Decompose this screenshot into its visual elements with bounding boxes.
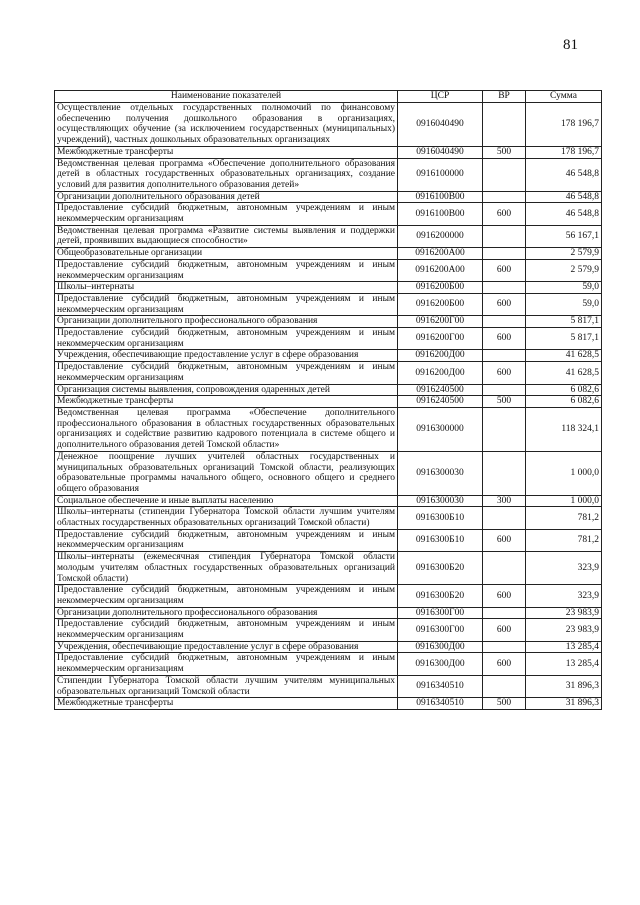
table-row: [55, 282, 602, 294]
cell-name: Предоставление субсидий бюджетным, автономным учреждениям и иным некоммерческим организациям: [55, 585, 398, 607]
cell-csr: 0916300Б20: [398, 585, 483, 607]
cell-csr: 0916100В00: [398, 203, 483, 225]
table-row: [55, 495, 602, 507]
cell-csr: 0916240500: [398, 396, 483, 408]
cell-name: Школы–интернаты: [55, 282, 398, 294]
cell-name: Общеобразовательные организации: [55, 248, 398, 260]
cell-csr: 0916200000: [398, 225, 483, 247]
cell-csr: 0916100В00: [398, 191, 483, 203]
cell-sum: 46 548,8: [526, 203, 602, 225]
cell-vr: 500: [483, 698, 526, 710]
cell-sum: 5 817,1: [526, 328, 602, 350]
header-csr: ЦСР: [398, 91, 483, 103]
cell-csr: 0916200Д00: [398, 350, 483, 362]
cell-name: Школы–интернаты (ежемесячная стипендия Губернатора Томской области молодым учителям областных государственных образовательных организаций Томской области): [55, 552, 398, 585]
cell-csr: 0916300Б10: [398, 507, 483, 529]
cell-name: Организации дополнительного образования детей: [55, 191, 398, 203]
cell-vr: [483, 641, 526, 653]
header-name: Наименование показателей: [55, 91, 398, 103]
cell-vr: 500: [483, 396, 526, 408]
cell-csr: 0916340510: [398, 675, 483, 697]
header-sum: Сумма: [526, 91, 602, 103]
cell-csr: 0916240500: [398, 384, 483, 396]
table-row: [55, 259, 602, 281]
table-row: [55, 248, 602, 260]
cell-sum: 23 983,9: [526, 619, 602, 641]
cell-csr: 0916200Д00: [398, 362, 483, 384]
cell-vr: [483, 675, 526, 697]
cell-name: Предоставление субсидий бюджетным, автономным учреждениям и иным некоммерческим организациям: [55, 203, 398, 225]
table-row: [55, 607, 602, 619]
cell-sum: 5 817,1: [526, 316, 602, 328]
cell-csr: 0916200Б00: [398, 282, 483, 294]
cell-sum: 41 628,5: [526, 350, 602, 362]
cell-name: Предоставление субсидий бюджетным, автономным учреждениям и иным некоммерческим организациям: [55, 259, 398, 281]
table-row: [55, 451, 602, 495]
cell-csr: 0916040490: [398, 103, 483, 147]
cell-sum: 781,2: [526, 507, 602, 529]
cell-name: Организации дополнительного профессионального образования: [55, 316, 398, 328]
cell-vr: 600: [483, 585, 526, 607]
cell-name: Межбюджетные трансферты: [55, 396, 398, 408]
cell-sum: 2 579,9: [526, 259, 602, 281]
table-row: [55, 552, 602, 585]
cell-name: Межбюджетные трансферты: [55, 146, 398, 158]
cell-csr: 0916100000: [398, 158, 483, 191]
cell-vr: [483, 282, 526, 294]
cell-sum: 31 896,3: [526, 675, 602, 697]
table-row: [55, 384, 602, 396]
table-row: [55, 328, 602, 350]
cell-csr: 0916300030: [398, 451, 483, 495]
cell-vr: 500: [483, 146, 526, 158]
cell-sum: 118 324,1: [526, 407, 602, 451]
cell-name: Организация системы выявления, сопровождения одаренных детей: [55, 384, 398, 396]
header-vr: ВР: [483, 91, 526, 103]
cell-name: Учреждения, обеспечивающие предоставление услуг в сфере образования: [55, 641, 398, 653]
cell-vr: [483, 158, 526, 191]
cell-sum: 323,9: [526, 552, 602, 585]
cell-vr: [483, 248, 526, 260]
cell-name: Денежное поощрение лучших учителей областных государственных и муниципальных образовательных организаций Томской области, реализующих образовательные программы начального общего, основного общего и среднего общего образования: [55, 451, 398, 495]
cell-name: Ведомственная целевая программа «Обеспечение дополнительного профессионального образования в областных государственных образовательных организациях и содействие развитию кадрового потенциала в системе общего и дополнительного образования детей Томской области»: [55, 407, 398, 451]
cell-csr: 0916300Д00: [398, 653, 483, 675]
cell-name: Осуществление отдельных государственных полномочий по финансовому обеспечению получения дошкольного образования в организациях, осуществляющих обучение (за исключением государственных (муниципальных) учреждений), частных дошкольных образовательных организациях: [55, 103, 398, 147]
cell-name: Школы–интернаты (стипендии Губернатора Томской области лучшим учителям областных государственных образовательных организаций Томской области): [55, 507, 398, 529]
table-row: [55, 396, 602, 408]
cell-vr: 600: [483, 259, 526, 281]
table-body: [55, 103, 602, 710]
cell-csr: 0916200А00: [398, 248, 483, 260]
cell-vr: 600: [483, 203, 526, 225]
cell-sum: 781,2: [526, 529, 602, 551]
cell-sum: 6 082,6: [526, 384, 602, 396]
cell-csr: 0916300Б20: [398, 552, 483, 585]
cell-sum: 13 285,4: [526, 653, 602, 675]
cell-sum: 323,9: [526, 585, 602, 607]
table-row: [55, 146, 602, 158]
cell-csr: 0916300Г00: [398, 619, 483, 641]
table-header-row: [55, 91, 602, 103]
cell-vr: [483, 316, 526, 328]
cell-name: Предоставление субсидий бюджетным, автономным учреждениям и иным некоммерческим организациям: [55, 653, 398, 675]
cell-csr: 0916200Г00: [398, 316, 483, 328]
cell-vr: 300: [483, 495, 526, 507]
cell-vr: 600: [483, 653, 526, 675]
cell-vr: [483, 103, 526, 147]
cell-vr: [483, 552, 526, 585]
page-number: 81: [563, 37, 578, 53]
cell-sum: 31 896,3: [526, 698, 602, 710]
cell-csr: 0916200Б00: [398, 293, 483, 315]
cell-sum: 1 000,0: [526, 495, 602, 507]
table-row: [55, 103, 602, 147]
cell-sum: 41 628,5: [526, 362, 602, 384]
cell-name: Предоставление субсидий бюджетным, автономным учреждениям и иным некоммерческим организациям: [55, 619, 398, 641]
table-row: [55, 619, 602, 641]
table-row: [55, 350, 602, 362]
cell-name: Учреждения, обеспечивающие предоставление услуг в сфере образования: [55, 350, 398, 362]
cell-sum: 46 548,8: [526, 158, 602, 191]
table-row: [55, 529, 602, 551]
budget-table: [54, 90, 602, 710]
cell-vr: [483, 350, 526, 362]
table-row: [55, 675, 602, 697]
cell-name: Социальное обеспечение и иные выплаты населению: [55, 495, 398, 507]
cell-vr: [483, 507, 526, 529]
cell-sum: 56 167,1: [526, 225, 602, 247]
cell-name: Предоставление субсидий бюджетным, автономным учреждениям и иным некоммерческим организациям: [55, 293, 398, 315]
table-row: [55, 362, 602, 384]
cell-vr: [483, 451, 526, 495]
cell-csr: 0916200Г00: [398, 328, 483, 350]
cell-vr: 600: [483, 529, 526, 551]
cell-sum: 59,0: [526, 282, 602, 294]
cell-csr: 0916040490: [398, 146, 483, 158]
cell-vr: 600: [483, 619, 526, 641]
cell-vr: 600: [483, 362, 526, 384]
cell-csr: 0916300Б10: [398, 529, 483, 551]
table-row: [55, 293, 602, 315]
cell-vr: [483, 607, 526, 619]
table-row: [55, 585, 602, 607]
cell-csr: 0916300Г00: [398, 607, 483, 619]
cell-vr: [483, 191, 526, 203]
cell-vr: 600: [483, 328, 526, 350]
cell-csr: 0916340510: [398, 698, 483, 710]
cell-vr: 600: [483, 293, 526, 315]
cell-sum: 178 196,7: [526, 103, 602, 147]
cell-name: Ведомственная целевая программа «Развитие системы выявления и поддержки детей, проявивших выдающиеся способности»: [55, 225, 398, 247]
cell-name: Стипендии Губернатора Томской области лучшим учителям муниципальных образовательных организаций Томской области: [55, 675, 398, 697]
table-row: [55, 698, 602, 710]
table-row: [55, 225, 602, 247]
cell-name: Предоставление субсидий бюджетным, автономным учреждениям и иным некоммерческим организациям: [55, 529, 398, 551]
table-row: [55, 203, 602, 225]
table-row: [55, 507, 602, 529]
table-row: [55, 653, 602, 675]
cell-vr: [483, 225, 526, 247]
table-row: [55, 407, 602, 451]
cell-name: Предоставление субсидий бюджетным, автономным учреждениям и иным некоммерческим организациям: [55, 362, 398, 384]
cell-vr: [483, 407, 526, 451]
cell-vr: [483, 384, 526, 396]
cell-csr: 0916300Д00: [398, 641, 483, 653]
cell-name: Организации дополнительного профессионального образования: [55, 607, 398, 619]
cell-name: Ведомственная целевая программа «Обеспечение дополнительного образования детей в областных государственных образовательных организациях, создание условий для развития дополнительного образования детей»: [55, 158, 398, 191]
cell-sum: 2 579,9: [526, 248, 602, 260]
cell-csr: 0916200А00: [398, 259, 483, 281]
cell-sum: 1 000,0: [526, 451, 602, 495]
cell-name: Межбюджетные трансферты: [55, 698, 398, 710]
cell-sum: 6 082,6: [526, 396, 602, 408]
table-row: [55, 191, 602, 203]
cell-sum: 178 196,7: [526, 146, 602, 158]
cell-sum: 23 983,9: [526, 607, 602, 619]
cell-sum: 46 548,8: [526, 191, 602, 203]
table-row: [55, 641, 602, 653]
cell-sum: 59,0: [526, 293, 602, 315]
cell-sum: 13 285,4: [526, 641, 602, 653]
table-row: [55, 158, 602, 191]
cell-csr: 0916300000: [398, 407, 483, 451]
table-row: [55, 316, 602, 328]
cell-csr: 0916300030: [398, 495, 483, 507]
cell-name: Предоставление субсидий бюджетным, автономным учреждениям и иным некоммерческим организациям: [55, 328, 398, 350]
